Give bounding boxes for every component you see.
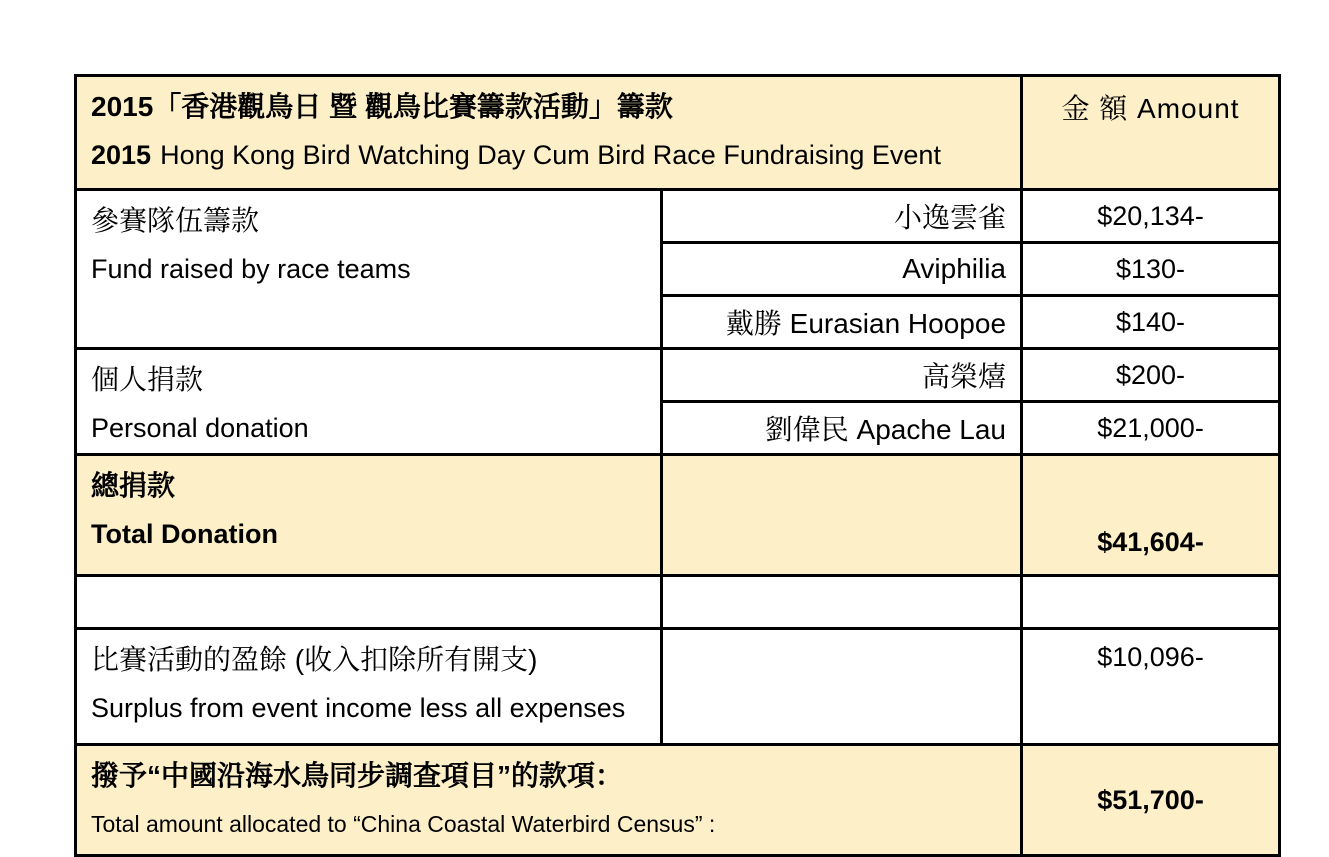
header-row: [76, 76, 1280, 190]
total-donation-amount: $41,604-: [1022, 455, 1280, 576]
personal-donation-label-zh: 個人捐款: [91, 364, 204, 395]
event-title-en-text: Hong Kong Bird Watching Day Cum Bird Race Fundraising Event: [160, 140, 941, 170]
event-title-en: [91, 131, 1006, 180]
total-donation-spacer-cell: [662, 455, 1022, 576]
personal-donation-label-en: Personal donation: [91, 413, 309, 443]
team-amount: $130-: [1022, 243, 1280, 296]
race-teams-label-cell: [76, 190, 662, 349]
team-name: 小逸雲雀: [662, 190, 1022, 243]
team-name: 戴勝 Eurasian Hoopoe: [662, 296, 1022, 349]
spacer-row: [76, 576, 1280, 629]
spacer-cell: [1022, 576, 1280, 629]
surplus-amount: $10,096-: [1022, 629, 1280, 745]
team-name: Aviphilia: [662, 243, 1022, 296]
event-title-zh: 2015「香港觀鳥日 暨 觀鳥比賽籌款活動」籌款: [91, 91, 673, 122]
allocation-label-cell: [76, 745, 1022, 856]
surplus-label-zh: 比賽活動的盈餘 (收入扣除所有開支): [91, 644, 538, 675]
donor-amount: $21,000-: [1022, 402, 1280, 455]
total-donation-label-en: Total Donation: [91, 519, 278, 549]
donor-amount: $200-: [1022, 349, 1280, 402]
total-donation-label-zh: 總捐款: [91, 470, 176, 501]
table-row: [76, 349, 1280, 402]
total-donation-row: [76, 455, 1280, 576]
spacer-cell: [662, 576, 1022, 629]
surplus-label-cell: [76, 629, 662, 745]
donor-name: 高榮熺: [662, 349, 1022, 402]
table-row: [76, 190, 1280, 243]
fundraising-table: [74, 74, 1281, 857]
event-year: 2015: [91, 140, 152, 170]
personal-donation-label-cell: [76, 349, 662, 455]
race-teams-label-en: Fund raised by race teams: [91, 254, 411, 284]
allocation-label-en: Total amount allocated to “China Coastal Waterbird Census” :: [91, 811, 716, 837]
surplus-label-en: Surplus from event income less all expenses: [91, 693, 626, 723]
surplus-row: [76, 629, 1280, 745]
spacer-cell: [76, 576, 662, 629]
total-donation-label-cell: [76, 455, 662, 576]
surplus-spacer-cell: [662, 629, 1022, 745]
event-title-cell: [76, 76, 1022, 190]
team-amount: $140-: [1022, 296, 1280, 349]
allocation-row: [76, 745, 1280, 856]
donor-name: 劉偉民 Apache Lau: [662, 402, 1022, 455]
race-teams-label-zh: 參賽隊伍籌款: [91, 205, 260, 236]
amount-column-header: 金 額 Amount: [1022, 76, 1280, 190]
allocation-amount: $51,700-: [1022, 745, 1280, 856]
allocation-label-zh: 撥予“中國沿海水鳥同步調查項目”的款項：: [91, 760, 624, 791]
team-amount: $20,134-: [1022, 190, 1280, 243]
